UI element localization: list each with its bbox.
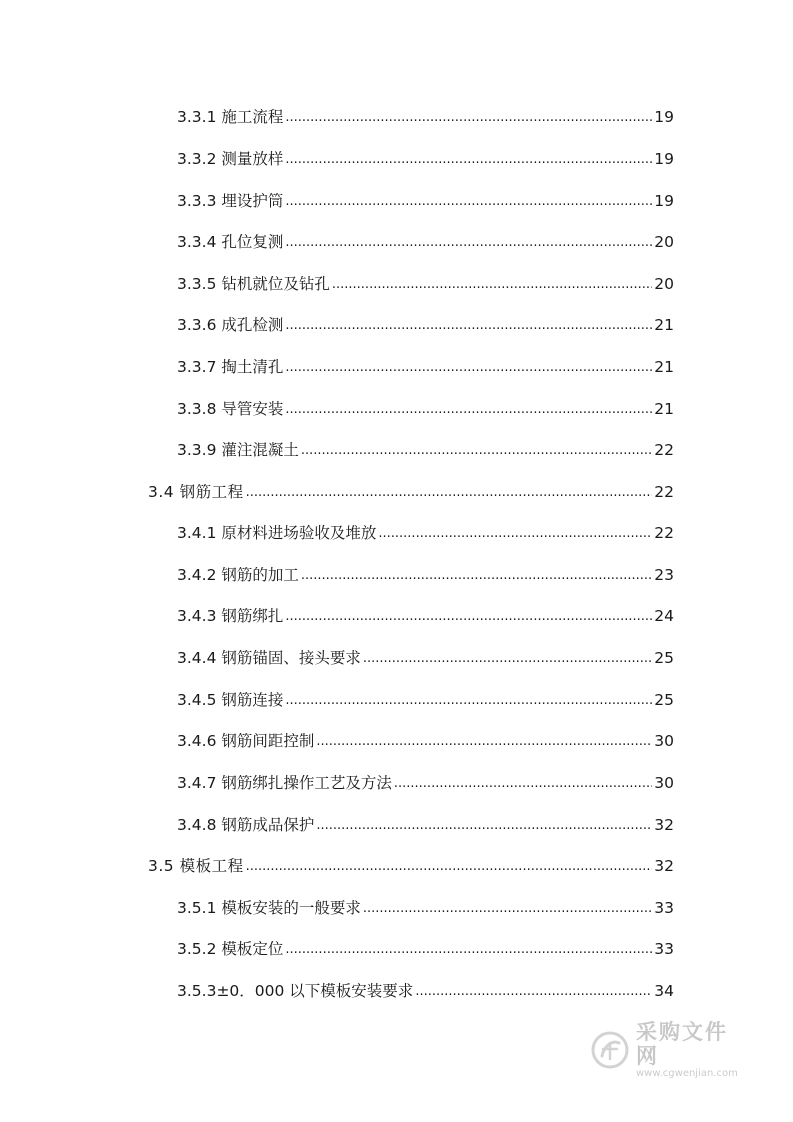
toc-entry-page: 34: [654, 982, 674, 1000]
toc-entry-page: 22: [654, 483, 674, 501]
toc-entry[interactable]: [177, 772, 674, 794]
toc-entry-title: 3.4.6 钢筋间距控制: [177, 732, 315, 750]
toc-entry[interactable]: [177, 522, 674, 544]
toc-dot-leader: [285, 315, 652, 337]
toc-entry-page: 19: [654, 192, 674, 210]
toc-entry[interactable]: [177, 730, 674, 752]
site-watermark: [590, 1020, 750, 1079]
toc-entry-page: 24: [654, 607, 674, 625]
toc-dot-leader: [246, 482, 653, 504]
toc-dot-leader: [363, 648, 652, 670]
toc-entry-page: 33: [654, 940, 674, 958]
toc-entry-page: 30: [654, 732, 674, 750]
toc-entry-page: 23: [654, 566, 674, 584]
toc-entry-title: 3.5.2 模板定位: [177, 940, 284, 958]
toc-entry[interactable]: [177, 647, 674, 669]
toc-entry-title: 3.5.3±0．000 以下模板安装要求: [177, 982, 414, 1000]
toc-entry[interactable]: [177, 605, 674, 627]
toc-entry-page: 33: [654, 899, 674, 917]
toc-entry-title: 3.3.8 导管安装: [177, 400, 284, 418]
toc-dot-leader: [415, 981, 652, 1003]
watermark-url: www.cgwenjian.com: [636, 1068, 738, 1079]
toc-dot-leader: [285, 191, 652, 213]
toc-dot-leader: [394, 773, 652, 795]
toc-dot-leader: [378, 523, 652, 545]
toc-entry-page: 22: [654, 441, 674, 459]
toc-dot-leader: [285, 232, 652, 254]
toc-entry[interactable]: [177, 814, 674, 836]
toc-entry-title: 3.3.7 掏土清孔: [177, 358, 284, 376]
toc-entry-title: 3.3.3 埋设护筒: [177, 192, 284, 210]
toc-dot-leader: [316, 815, 652, 837]
watermark-name: 采购文件网: [636, 1020, 728, 1068]
toc-entry-title: 3.4.7 钢筋绑扎操作工艺及方法: [177, 774, 392, 792]
toc-entry-page: 30: [654, 774, 674, 792]
toc-entry[interactable]: [177, 314, 674, 336]
toc-entry-title: 3.4.2 钢筋的加工: [177, 566, 299, 584]
toc-entry[interactable]: [177, 106, 674, 128]
toc-entry-page: 21: [654, 400, 674, 418]
toc-entry[interactable]: [177, 897, 674, 919]
toc-entry-title: 3.3.5 钻机就位及钻孔: [177, 275, 330, 293]
toc-dot-leader: [285, 149, 652, 171]
toc-entry[interactable]: [177, 689, 674, 711]
toc-entry-page: 25: [654, 691, 674, 709]
toc-entry-page: 19: [654, 150, 674, 168]
toc-entry-title: 3.4.3 钢筋绑扎: [177, 607, 284, 625]
toc-entry-title: 3.4 钢筋工程: [148, 483, 244, 501]
toc-entry-page: 25: [654, 649, 674, 667]
toc-entry-section[interactable]: [148, 481, 674, 503]
toc-dot-leader: [301, 565, 652, 587]
toc-entry[interactable]: [177, 439, 674, 461]
toc-entry-page: 20: [654, 275, 674, 293]
toc-entry-page: 20: [654, 233, 674, 251]
toc-entry-title: 3.5 模板工程: [148, 857, 244, 875]
toc-dot-leader: [285, 357, 652, 379]
toc-entry[interactable]: [177, 356, 674, 378]
toc-entry-title: 3.4.1 原材料进场验收及堆放: [177, 524, 377, 542]
toc-entry[interactable]: [177, 273, 674, 295]
toc-entry[interactable]: [177, 938, 674, 960]
toc-dot-leader: [285, 606, 652, 628]
toc-entry-page: 19: [654, 108, 674, 126]
watermark-logo-icon: [590, 1030, 630, 1070]
toc-entry-page: 32: [654, 857, 674, 875]
toc-entry-page: 32: [654, 816, 674, 834]
toc-dot-leader: [332, 274, 652, 296]
toc-entry-title: 3.3.6 成孔检测: [177, 316, 284, 334]
toc-dot-leader: [301, 440, 652, 462]
toc-entry[interactable]: [177, 564, 674, 586]
toc-dot-leader: [363, 898, 652, 920]
toc-dot-leader: [316, 731, 652, 753]
toc-dot-leader: [285, 107, 652, 129]
toc-entry-title: 3.3.2 测量放样: [177, 150, 284, 168]
toc-dot-leader: [285, 399, 652, 421]
toc-entry-title: 3.4.4 钢筋锚固、接头要求: [177, 649, 361, 667]
toc-entry[interactable]: [177, 231, 674, 253]
toc-entry-title: 3.3.1 施工流程: [177, 108, 284, 126]
toc-entry[interactable]: [177, 398, 674, 420]
toc-dot-leader: [285, 939, 652, 961]
toc-entry-page: 22: [654, 524, 674, 542]
toc-entry-page: 21: [654, 316, 674, 334]
toc-entry-title: 3.4.5 钢筋连接: [177, 691, 284, 709]
toc-entry[interactable]: [177, 148, 674, 170]
toc-entry-title: 3.3.4 孔位复测: [177, 233, 284, 251]
toc-dot-leader: [246, 856, 653, 878]
toc-entry-title: 3.3.9 灌注混凝土: [177, 441, 299, 459]
toc-entry[interactable]: [177, 190, 674, 212]
toc-entry-page: 21: [654, 358, 674, 376]
toc-entry[interactable]: [177, 980, 674, 1002]
toc-entry-section[interactable]: [148, 855, 674, 877]
toc-dot-leader: [285, 690, 652, 712]
toc-entry-title: 3.5.1 模板安装的一般要求: [177, 899, 361, 917]
toc-entry-title: 3.4.8 钢筋成品保护: [177, 816, 315, 834]
